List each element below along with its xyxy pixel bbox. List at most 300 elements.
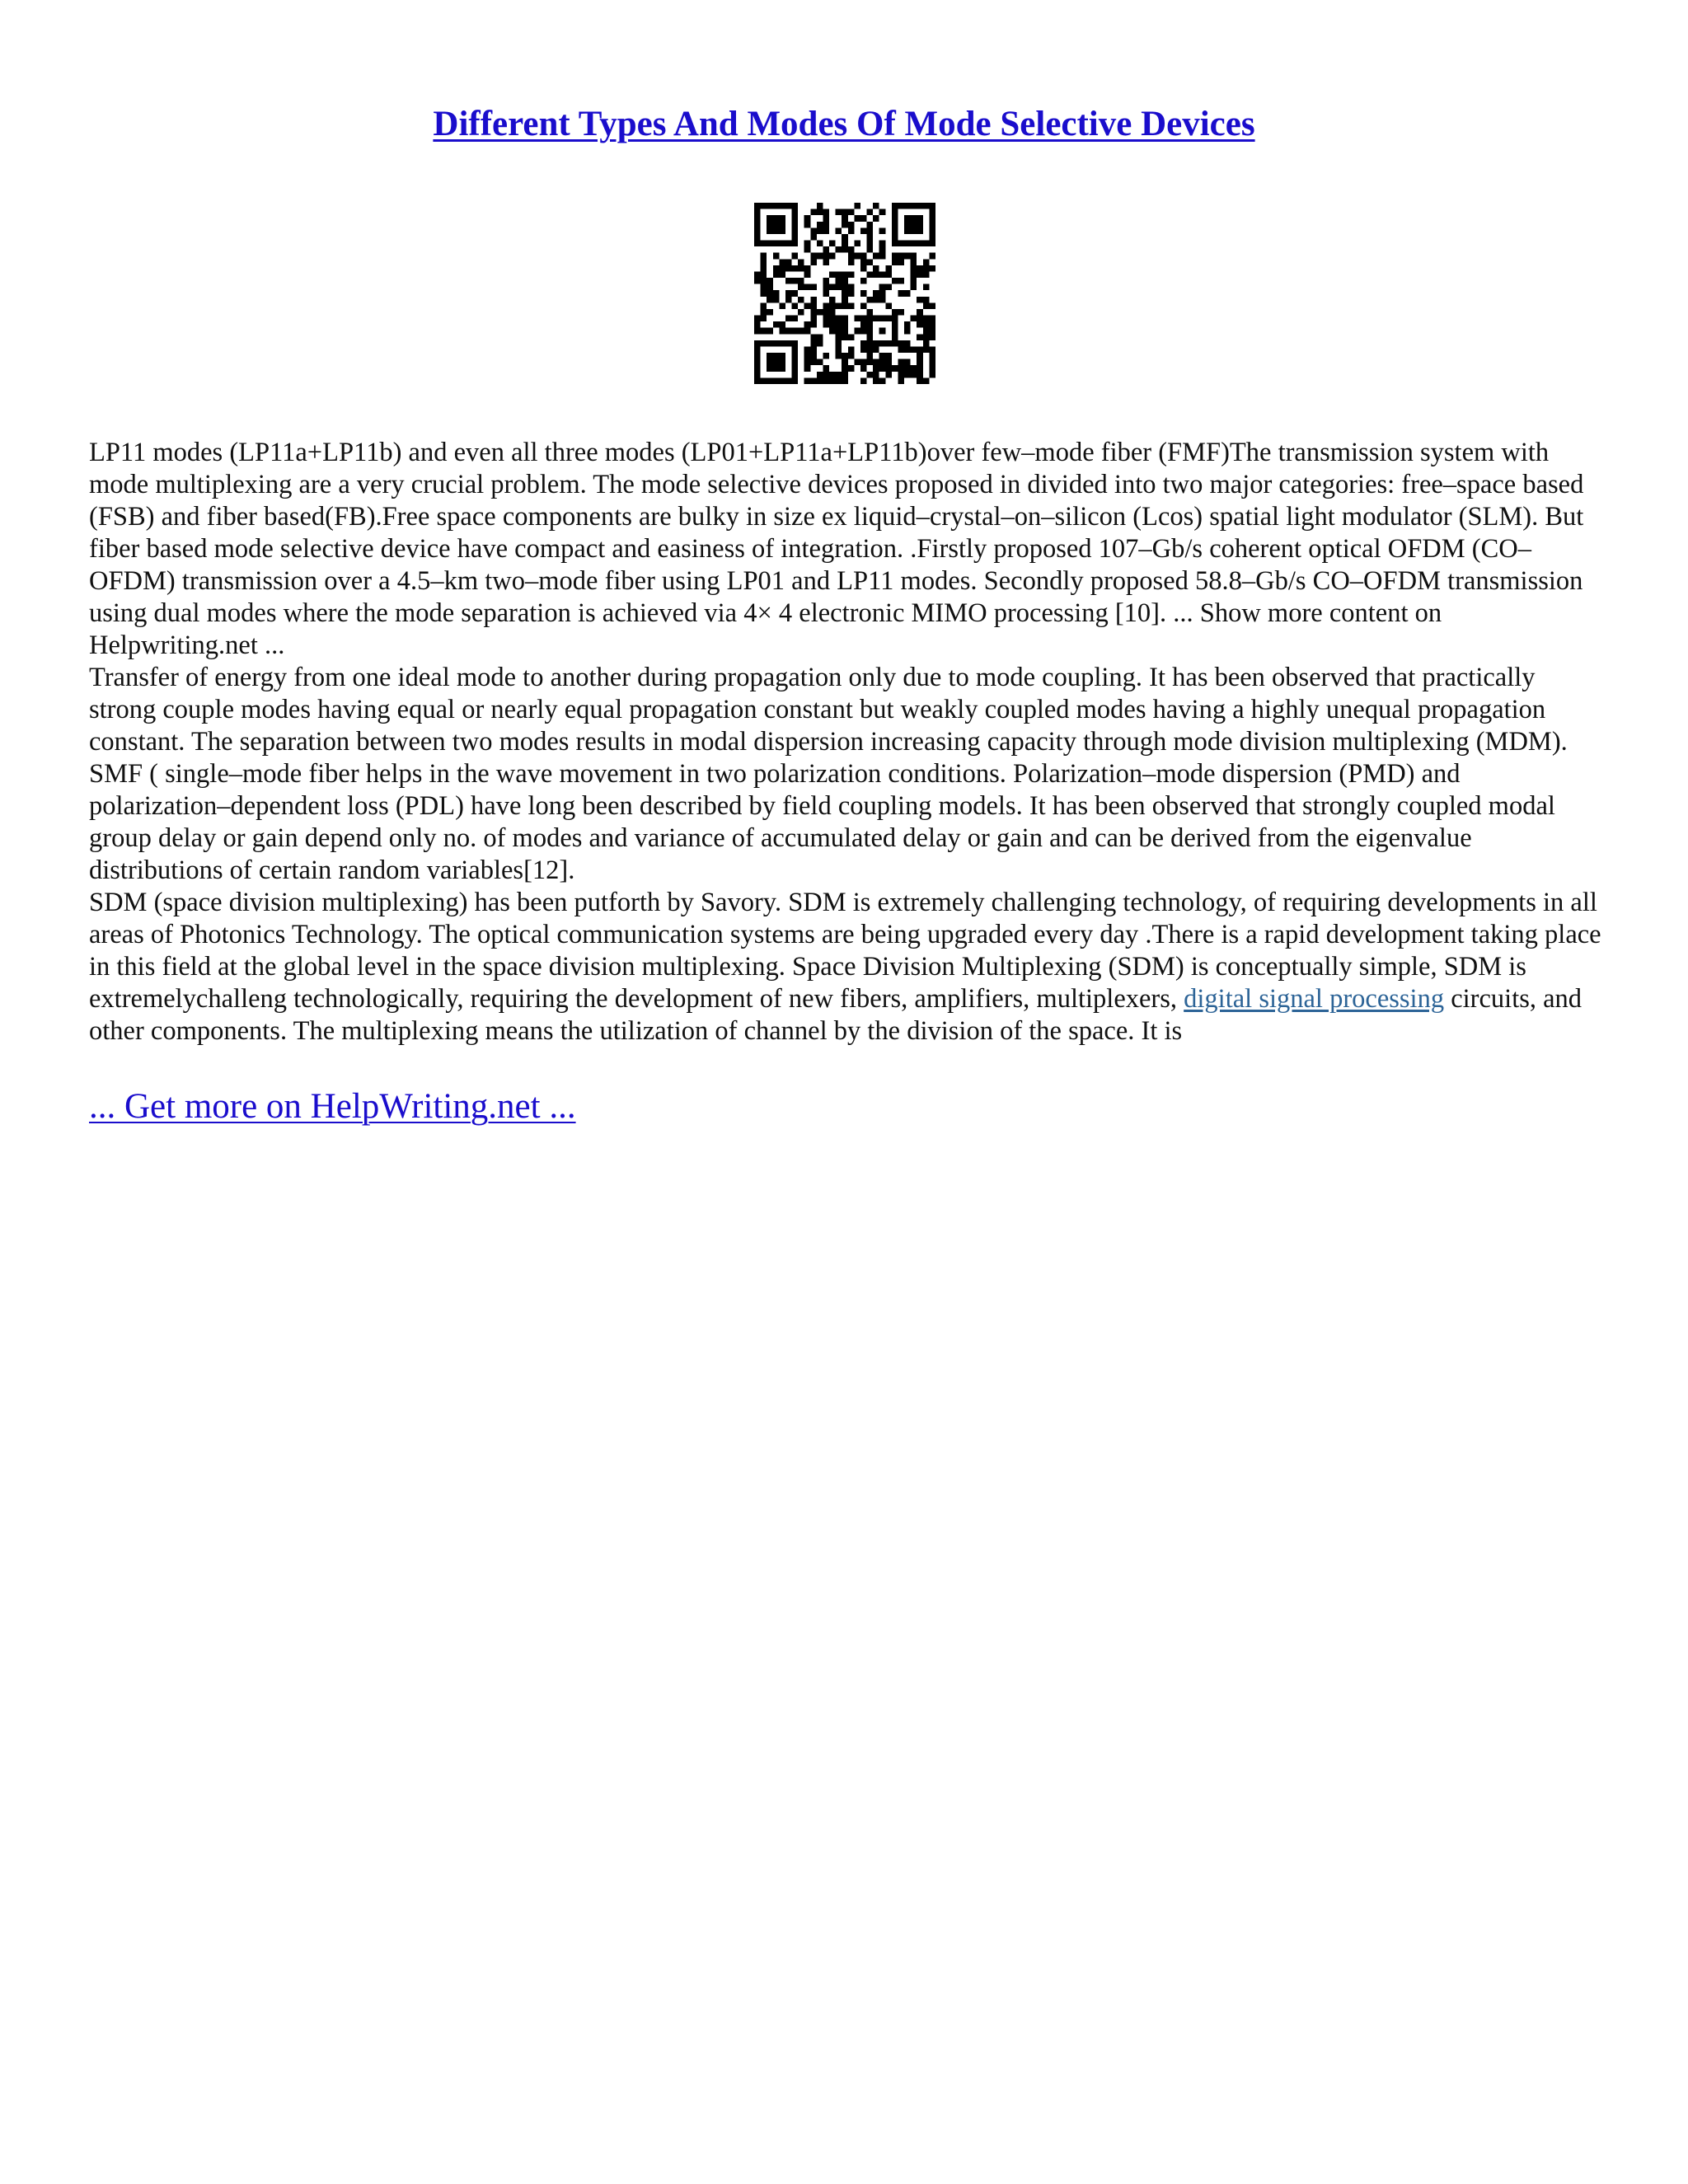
qr-module (860, 278, 867, 284)
qr-module (823, 290, 829, 297)
qr-module (842, 321, 848, 328)
qr-module (792, 377, 799, 384)
qr-module (860, 290, 867, 297)
qr-module (860, 377, 867, 384)
qr-module (779, 203, 785, 209)
qr-module (898, 203, 904, 209)
qr-module (823, 253, 829, 260)
qr-module (810, 209, 817, 216)
qr-module (785, 203, 792, 209)
qr-module (804, 377, 811, 384)
qr-module (892, 316, 898, 322)
qr-module (898, 278, 904, 284)
qr-module (773, 290, 780, 297)
qr-module (829, 253, 836, 260)
qr-code-icon (754, 203, 935, 384)
qr-module (848, 227, 855, 234)
qr-module (836, 284, 842, 291)
qr-module (842, 316, 848, 322)
qr-module (754, 234, 761, 241)
qr-module (898, 309, 904, 316)
qr-module (810, 316, 817, 322)
qr-module (804, 302, 811, 309)
qr-module (923, 297, 930, 303)
qr-module (898, 241, 904, 247)
qr-module (911, 227, 917, 234)
qr-module (810, 259, 817, 265)
qr-module (929, 227, 935, 234)
qr-module (867, 359, 874, 366)
qr-module (917, 222, 923, 228)
qr-module (904, 346, 911, 353)
qr-module (873, 271, 879, 278)
qr-module (836, 340, 842, 347)
qr-module (792, 278, 799, 284)
qr-module (785, 316, 792, 322)
qr-module (761, 278, 767, 284)
qr-module (898, 346, 904, 353)
qr-module (836, 271, 842, 278)
qr-module (829, 321, 836, 328)
qr-module (904, 328, 911, 335)
qr-module (836, 278, 842, 284)
qr-module (817, 359, 823, 366)
qr-module (892, 203, 898, 209)
qr-module (873, 265, 879, 272)
qr-module (867, 316, 874, 322)
qr-module (911, 284, 917, 291)
body-paragraph-3 (89, 887, 1602, 1047)
qr-module (867, 209, 874, 216)
qr-module (867, 328, 874, 335)
qr-module (879, 246, 886, 253)
qr-module (817, 334, 823, 340)
qr-module (867, 227, 874, 234)
qr-module (911, 203, 917, 209)
qr-module (761, 340, 767, 347)
digital-signal-processing-link[interactable]: digital signal processing (1184, 984, 1445, 1014)
qr-module (842, 302, 848, 309)
qr-module (767, 241, 773, 247)
qr-module (779, 377, 785, 384)
qr-module (911, 271, 917, 278)
qr-module (867, 297, 874, 303)
qr-module (754, 365, 761, 372)
qr-module (767, 359, 773, 366)
qr-module (773, 227, 780, 234)
qr-module (810, 359, 817, 366)
qr-module (879, 209, 886, 216)
qr-module (773, 377, 780, 384)
qr-module (911, 253, 917, 260)
qr-module (917, 334, 923, 340)
qr-module (804, 246, 811, 253)
qr-module (842, 359, 848, 366)
qr-module (761, 271, 767, 278)
qr-module (836, 377, 842, 384)
qr-module (911, 372, 917, 378)
qr-module (810, 227, 817, 234)
qr-module (879, 328, 886, 335)
qr-module (785, 377, 792, 384)
qr-module (892, 309, 898, 316)
qr-module (898, 259, 904, 265)
qr-module (854, 253, 860, 260)
qr-module (917, 346, 923, 353)
qr-module (823, 222, 829, 228)
qr-module (917, 215, 923, 222)
qr-module (754, 278, 761, 284)
qr-module (798, 297, 804, 303)
qr-module (873, 290, 879, 297)
qr-module (842, 290, 848, 297)
qr-module (754, 359, 761, 366)
qr-module (804, 365, 811, 372)
qr-module (823, 215, 829, 222)
qr-module (854, 241, 860, 247)
qr-module (767, 290, 773, 297)
qr-module (779, 340, 785, 347)
qr-module (767, 222, 773, 228)
qr-module (879, 253, 886, 260)
qr-module (917, 265, 923, 272)
qr-module (923, 346, 930, 353)
qr-module (761, 241, 767, 247)
qr-module (829, 271, 836, 278)
qr-module (842, 241, 848, 247)
qr-module (823, 309, 829, 316)
qr-module (761, 316, 767, 322)
qr-module (873, 253, 879, 260)
qr-module (823, 259, 829, 265)
qr-module (873, 316, 879, 322)
qr-module (823, 278, 829, 284)
qr-module (804, 241, 811, 247)
qr-module (773, 215, 780, 222)
qr-module (842, 353, 848, 359)
qr-module (817, 209, 823, 216)
qr-module (761, 265, 767, 272)
qr-module (817, 372, 823, 378)
qr-module (923, 328, 930, 335)
qr-module (804, 346, 811, 353)
qr-module (754, 271, 761, 278)
qr-module (761, 284, 767, 291)
qr-module (842, 234, 848, 241)
qr-module (885, 340, 892, 347)
qr-module (829, 309, 836, 316)
qr-module (817, 377, 823, 384)
qr-module (767, 203, 773, 209)
qr-module (867, 353, 874, 359)
qr-module (798, 309, 804, 316)
qr-module (860, 302, 867, 309)
qr-module (842, 215, 848, 222)
qr-module (773, 297, 780, 303)
qr-module (923, 259, 930, 265)
get-more-link[interactable]: ... Get more on HelpWriting.net ... (89, 1087, 576, 1126)
qr-module (848, 259, 855, 265)
qr-module (823, 227, 829, 234)
qr-module (779, 321, 785, 328)
qr-module (767, 309, 773, 316)
qr-module (879, 365, 886, 372)
qr-module (879, 284, 886, 291)
qr-module (785, 241, 792, 247)
qr-module (798, 284, 804, 291)
document-title-link[interactable]: Different Types And Modes Of Mode Selective Devices (433, 105, 1255, 143)
qr-module (860, 215, 867, 222)
qr-module (823, 316, 829, 322)
qr-module (842, 372, 848, 378)
qr-module (911, 316, 917, 322)
qr-module (810, 309, 817, 316)
qr-module (836, 321, 842, 328)
qr-module (823, 284, 829, 291)
qr-module (767, 215, 773, 222)
qr-module (761, 377, 767, 384)
qr-module (860, 227, 867, 234)
qr-module (848, 346, 855, 353)
qr-module (836, 346, 842, 353)
qr-module (867, 346, 874, 353)
qr-module (798, 328, 804, 335)
qr-module (836, 302, 842, 309)
body-paragraph-2: Transfer of energy from one ideal mode to another during propagation only due to mode coupling. It has been observed that practically strong couple modes having equal or nearly equal propagation constant but weakly coupled modes having a highly unequal propagation constant. The separation between two modes results in modal dispersion increasing capacity through mode division multiplexing (MDM). SMF ( single–mode fiber helps in the wave movement in two polarization conditions. Polarization–mode dispersion (PMD) and polarization–dependent loss (PDL) have long been described by field coupling models. It has been observed that strongly coupled modal group delay or gain depend only no. of modes and variance of accumulated delay or gain and can be derived from the eigenvalue distributions of certain random variables[12]. (89, 663, 1568, 885)
qr-module (842, 278, 848, 284)
qr-module (929, 372, 935, 378)
qr-module (773, 321, 780, 328)
qr-module (873, 346, 879, 353)
qr-module (917, 316, 923, 322)
qr-module (767, 353, 773, 359)
qr-module (823, 302, 829, 309)
qr-module (842, 209, 848, 216)
qr-module (860, 321, 867, 328)
qr-module (911, 215, 917, 222)
qr-module (904, 215, 911, 222)
qr-module (792, 265, 799, 272)
qr-module (917, 372, 923, 378)
qr-module (904, 222, 911, 228)
qr-module (854, 359, 860, 366)
qr-module (892, 215, 898, 222)
qr-module (754, 346, 761, 353)
qr-module (923, 271, 930, 278)
qr-module (754, 353, 761, 359)
qr-module (754, 215, 761, 222)
qr-module (885, 353, 892, 359)
qr-module (848, 353, 855, 359)
qr-module (911, 222, 917, 228)
qr-module (929, 321, 935, 328)
qr-module (879, 316, 886, 322)
qr-module (804, 222, 811, 228)
qr-module (917, 203, 923, 209)
qr-module (754, 222, 761, 228)
qr-module (754, 241, 761, 247)
qr-module (817, 227, 823, 234)
qr-module (867, 321, 874, 328)
qr-module (848, 284, 855, 291)
qr-module (810, 340, 817, 347)
qr-module (810, 253, 817, 260)
qr-module (885, 372, 892, 378)
qr-module (885, 316, 892, 322)
qr-module (860, 259, 867, 265)
qr-module (917, 271, 923, 278)
qr-module (792, 203, 799, 209)
qr-module (823, 353, 829, 359)
qr-module (754, 227, 761, 234)
qr-module (848, 334, 855, 340)
qr-module (911, 365, 917, 372)
qr-module (761, 203, 767, 209)
qr-module (879, 340, 886, 347)
qr-module (892, 222, 898, 228)
qr-module (804, 353, 811, 359)
qr-module (798, 278, 804, 284)
qr-module (917, 227, 923, 234)
qr-module (779, 328, 785, 335)
qr-module (817, 241, 823, 247)
qr-module (892, 365, 898, 372)
qr-module (911, 278, 917, 284)
qr-module (804, 271, 811, 278)
qr-module (923, 265, 930, 272)
qr-module (785, 297, 792, 303)
qr-module (761, 259, 767, 265)
qr-module (873, 297, 879, 303)
qr-module (785, 265, 792, 272)
qr-module (823, 372, 829, 378)
qr-module (867, 234, 874, 241)
paragraph-3-text-end: circuits, and other components. The multiplexing means the utilization of channel by the division of the space. It is (89, 984, 1582, 1046)
qr-module (817, 340, 823, 347)
qr-module (785, 290, 792, 297)
qr-module (917, 359, 923, 366)
qr-module (836, 334, 842, 340)
qr-module (779, 227, 785, 234)
qr-module (885, 271, 892, 278)
qr-module (923, 340, 930, 347)
qr-module (929, 215, 935, 222)
qr-module (823, 246, 829, 253)
qr-module (848, 290, 855, 297)
qr-module (773, 253, 780, 260)
qr-module (911, 346, 917, 353)
qr-module (923, 316, 930, 322)
qr-module (810, 302, 817, 309)
qr-module (854, 203, 860, 209)
qr-module (810, 321, 817, 328)
qr-module (873, 365, 879, 372)
qr-module (823, 209, 829, 216)
qr-module (773, 203, 780, 209)
qr-module (848, 246, 855, 253)
qr-module (767, 278, 773, 284)
qr-module (873, 377, 879, 384)
qr-module (754, 377, 761, 384)
qr-module (779, 259, 785, 265)
qr-module (929, 353, 935, 359)
qr-module (860, 265, 867, 272)
qr-module (798, 265, 804, 272)
qr-module (810, 234, 817, 241)
qr-module (929, 346, 935, 353)
qr-module (842, 271, 848, 278)
qr-module (773, 271, 780, 278)
qr-module (892, 209, 898, 216)
qr-module (867, 334, 874, 340)
qr-module (923, 321, 930, 328)
body-paragraph-1: LP11 modes (LP11a+LP11b) and even all three modes (LP01+LP11a+LP11b)over few–mode fiber (FMF)The transmission system with mode multiplexing are a very crucial problem. The mode selective devices proposed in divided into two major categories: free–space based (FSB) and fiber based(FB).Free space components are bulky in size ex liquid–crystal–on–silicon (Lcos) spatial light modulator (SLM). But fiber based mode selective device have compact and easiness of integration. .Firstly proposed 107–Gb/s coherent optical OFDM (CO–OFDM) transmission over a 4.5–km two–mode fiber using LP01 and LP11 modes. Secondly proposed 58.8–Gb/s CO–OFDM transmission using dual modes where the mode separation is achieved via 4× 4 electronic MIMO processing [10]. ... Show more content on Helpwriting.net ... (89, 438, 1584, 660)
qr-module (854, 328, 860, 335)
qr-module (873, 372, 879, 378)
paragraph-3-text-start: SDM (space division multiplexing) has been putforth by Savory. SDM is extremely challenging technology, of requiring developments in all areas of Photonics Technology. The optical communication systems are being upgraded every day .There is a rapid development taking place in this field at the global level in the space division multiplexing. Space Division Multiplexing (SDM) is conceptually simple, SDM is extremelychalleng technologically, requiring the development of new fibers, amplifiers, multiplexers, (89, 888, 1601, 1014)
qr-module (761, 302, 767, 309)
qr-module (761, 290, 767, 297)
qr-module (929, 328, 935, 335)
qr-module (873, 340, 879, 347)
qr-module (829, 372, 836, 378)
qr-module (829, 328, 836, 335)
qr-module (904, 290, 911, 297)
qr-module (892, 227, 898, 234)
qr-module (792, 353, 799, 359)
qr-code-graphic (754, 203, 935, 384)
qr-module (879, 353, 886, 359)
qr-module (917, 365, 923, 372)
qr-module (810, 353, 817, 359)
qr-module (804, 321, 811, 328)
qr-module (929, 334, 935, 340)
qr-module (911, 259, 917, 265)
qr-module (804, 328, 811, 335)
qr-module (892, 253, 898, 260)
qr-module (873, 215, 879, 222)
qr-module (836, 246, 842, 253)
qr-module (867, 372, 874, 378)
qr-module (929, 203, 935, 209)
qr-module (773, 222, 780, 228)
qr-module (898, 365, 904, 372)
qr-module (860, 365, 867, 372)
qr-module (779, 353, 785, 359)
qr-module (754, 321, 761, 328)
qr-module (779, 241, 785, 247)
qr-module (854, 316, 860, 322)
qr-module (848, 222, 855, 228)
qr-module (810, 377, 817, 384)
qr-module (867, 259, 874, 265)
qr-module (904, 340, 911, 347)
qr-module (929, 359, 935, 366)
qr-module (923, 284, 930, 291)
qr-module (898, 359, 904, 366)
qr-module (792, 215, 799, 222)
qr-module (879, 271, 886, 278)
qr-module (854, 215, 860, 222)
qr-module (860, 340, 867, 347)
qr-module (929, 234, 935, 241)
qr-module (773, 340, 780, 347)
qr-module (754, 340, 761, 347)
qr-module (823, 377, 829, 384)
qr-module (792, 359, 799, 366)
qr-module (754, 209, 761, 216)
qr-module (754, 316, 761, 322)
